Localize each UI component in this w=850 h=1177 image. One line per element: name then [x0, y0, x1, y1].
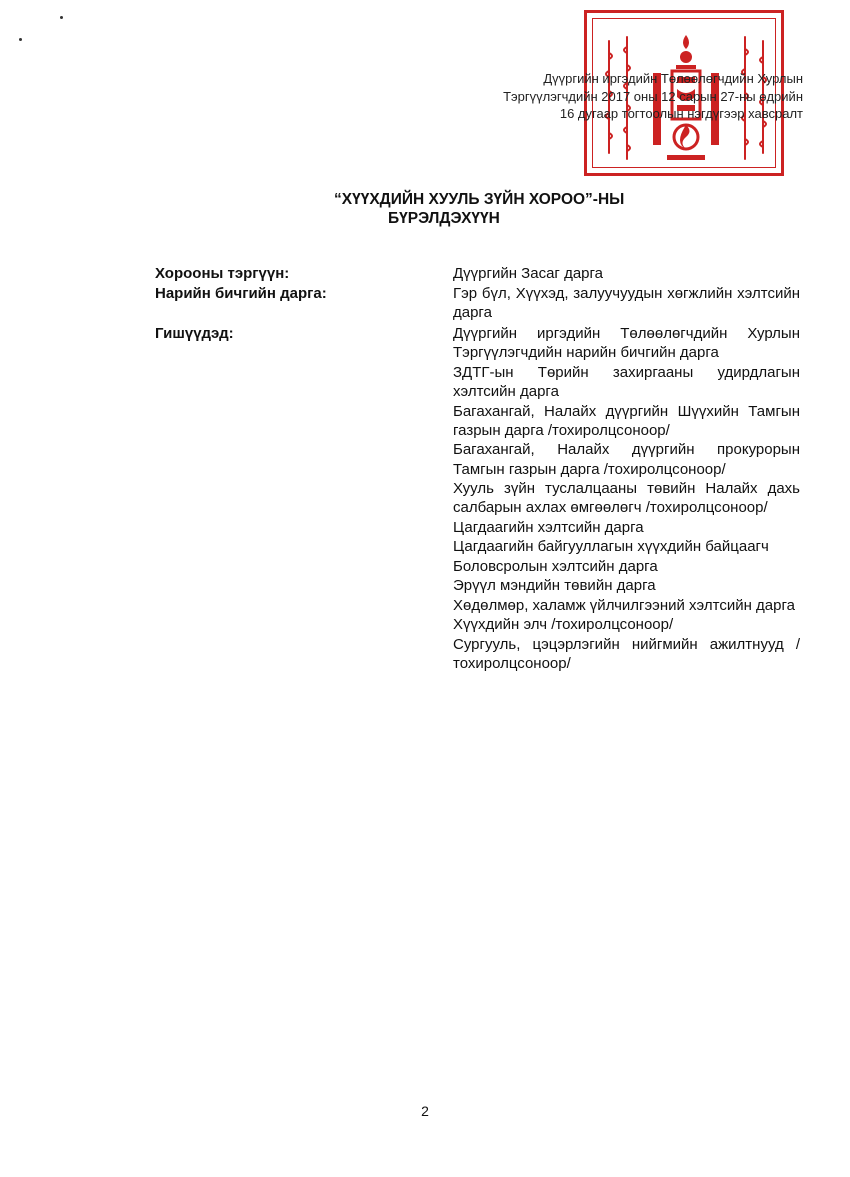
list-item: Хууль зүйн туслалцааны төвийн Налайх дахь салбарын ахлах өмгөөлөгч /тохиролцсоноор/ — [453, 480, 800, 517]
members-label: Гишүүдэд: — [155, 325, 234, 342]
annex-line-3: 16 дугаар тогтоолын нэгдүгээр хавсралт — [559, 106, 803, 121]
annex-line-1: Дүүргийн иргэдийн Төлөөлөгчдийн Хурлын — [543, 71, 803, 86]
list-item: Дүүргийн иргэдийн Төлөөлөгчдийн Хурлын Тэргүүлэгчдийн нарийн бичгийн дарга — [453, 325, 800, 362]
list-item: Цагдаагийн хэлтсийн дарга — [453, 518, 644, 536]
list-item: Боловсролын хэлтсийн дарга — [453, 557, 658, 575]
list-item: Сургууль, цэцэрлэгийн нийгмийн ажилтнууд /тохиролцсоноор/ — [453, 635, 800, 673]
list-item: Цагдаагийн байгууллагын хүүхдийн байцаагч — [453, 538, 769, 556]
title-line-2: БҮРЭЛДЭХҮҮН — [388, 210, 500, 227]
chair-label: Хорооны тэргүүн: — [155, 265, 290, 282]
list-item: Багахангай, Налайх дүүргийн прокурорын Тамгын газрын дарга /тохиролцсоноор/ — [453, 441, 800, 478]
secretary-value: Гэр бүл, Хүүхэд, залуучуудын хөгжлийн хэлтсийн дарга — [453, 285, 800, 321]
members-list — [453, 324, 800, 674]
scan-speck — [60, 16, 63, 19]
list-item: Эрүүл мэндийн төвийн дарга — [453, 577, 656, 595]
scan-speck — [19, 38, 22, 41]
page-number: 2 — [421, 1103, 429, 1119]
annex-header — [503, 70, 803, 123]
list-item: Хүүхдийн элч /тохиролцсоноор/ — [453, 616, 674, 634]
list-item: ЗДТГ-ын Төрийн захиргааны удирдлагын хэлтсийн дарга — [453, 363, 800, 401]
annex-line-2: Тэргүүлэгчдийн 2017 оны 12 сарын 27-ны өдрийн — [503, 88, 803, 104]
list-item: Хөдөлмөр, халамж үйлчилгээний хэлтсийн дарга — [453, 596, 795, 614]
secretary-label: Нарийн бичгийн дарга: — [155, 285, 327, 302]
list-item: Багахангай, Налайх дүүргийн Шүүхийн Тамгын газрын дарга /тохиролцсоноор/ — [453, 402, 800, 439]
title-line-1: “ХҮҮХДИЙН ХУУЛЬ ЗҮЙН ХОРОО”-НЫ — [334, 191, 625, 208]
chair-value: Дүүргийн Засаг дарга — [453, 265, 603, 282]
